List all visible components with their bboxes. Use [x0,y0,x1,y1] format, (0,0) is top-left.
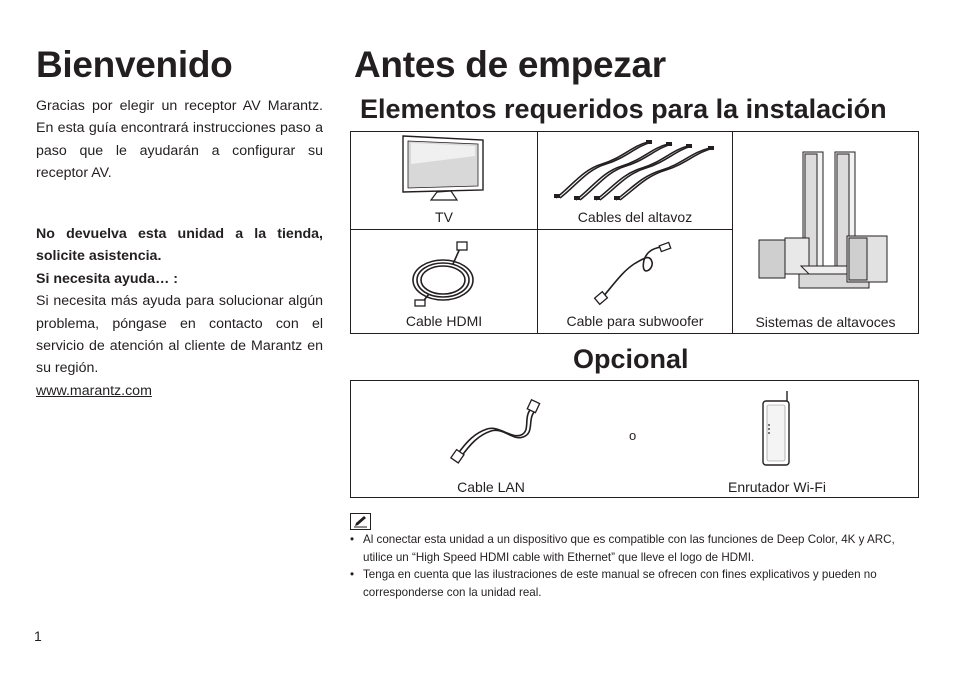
help-text: Si necesita más ayuda para solucionar algún problema, póngase en contacto con el servicio de atención al cliente de Marantz en su región. [36,293,323,377]
lan-cable-cell [411,381,571,497]
subwoofer-cable-label: Cable para subwoofer [566,313,704,329]
help-heading: Si necesita ayuda… : [36,270,178,287]
tv-label: TV [435,209,453,225]
pencil-note-icon [350,513,371,530]
intro-paragraph: Gracias por elegir un receptor AV Marantz. En esta guía encontrará instrucciones paso a paso que le ayudarán a configurar su receptor AV. [36,98,323,182]
note-item: • Tenga en cuenta que las ilustraciones de este manual se ofrecen con fines explicativos y pueden no corresponderse con la unidad real. [350,568,877,599]
notes-list [350,531,919,601]
optional-heading: Opcional [573,344,689,374]
hdmi-cable-icon [409,242,479,306]
tv-cell [351,132,537,229]
speaker-cables-icon [552,140,716,200]
lan-cable-label: Cable LAN [457,479,525,495]
wifi-router-cell [697,381,857,497]
before-start-title: Antes de empezar [354,44,666,85]
optional-items-table [350,380,919,498]
subwoofer-cable-cell [538,230,732,333]
tv-icon [401,134,487,204]
speaker-cables-cell [538,132,732,229]
lan-cable-icon [451,399,543,461]
hdmi-cable-cell [351,230,537,333]
return-warning: No devuelva esta unidad a la tienda, solicite asistencia. [36,226,323,265]
speaker-systems-label: Sistemas de altavoces [755,314,896,330]
wifi-router-label: Enrutador Wi-Fi [727,479,827,495]
speaker-systems-icon [759,150,895,300]
speaker-cables-label: Cables del altavoz [577,209,693,225]
note-item: • Al conectar esta unidad a un dispositivo que es compatible con las funciones de Deep Color, 4K y ARC, utilice un “High Speed HDMI cable with Ethernet” que lleve el logo de HDMI. [350,533,895,564]
page-number: 1 [34,628,42,644]
welcome-title: Bienvenido [36,44,233,85]
wifi-router-icon [759,389,795,469]
marantz-link[interactable]: www.marantz.com [36,382,152,399]
required-heading: Elementos requeridos para la instalación [360,94,887,124]
subwoofer-cable-icon [594,244,674,304]
speaker-systems-cell [733,132,918,333]
help-section [36,223,323,402]
required-items-table [350,131,919,334]
or-separator: o [629,428,637,443]
hdmi-cable-label: Cable HDMI [405,313,483,329]
